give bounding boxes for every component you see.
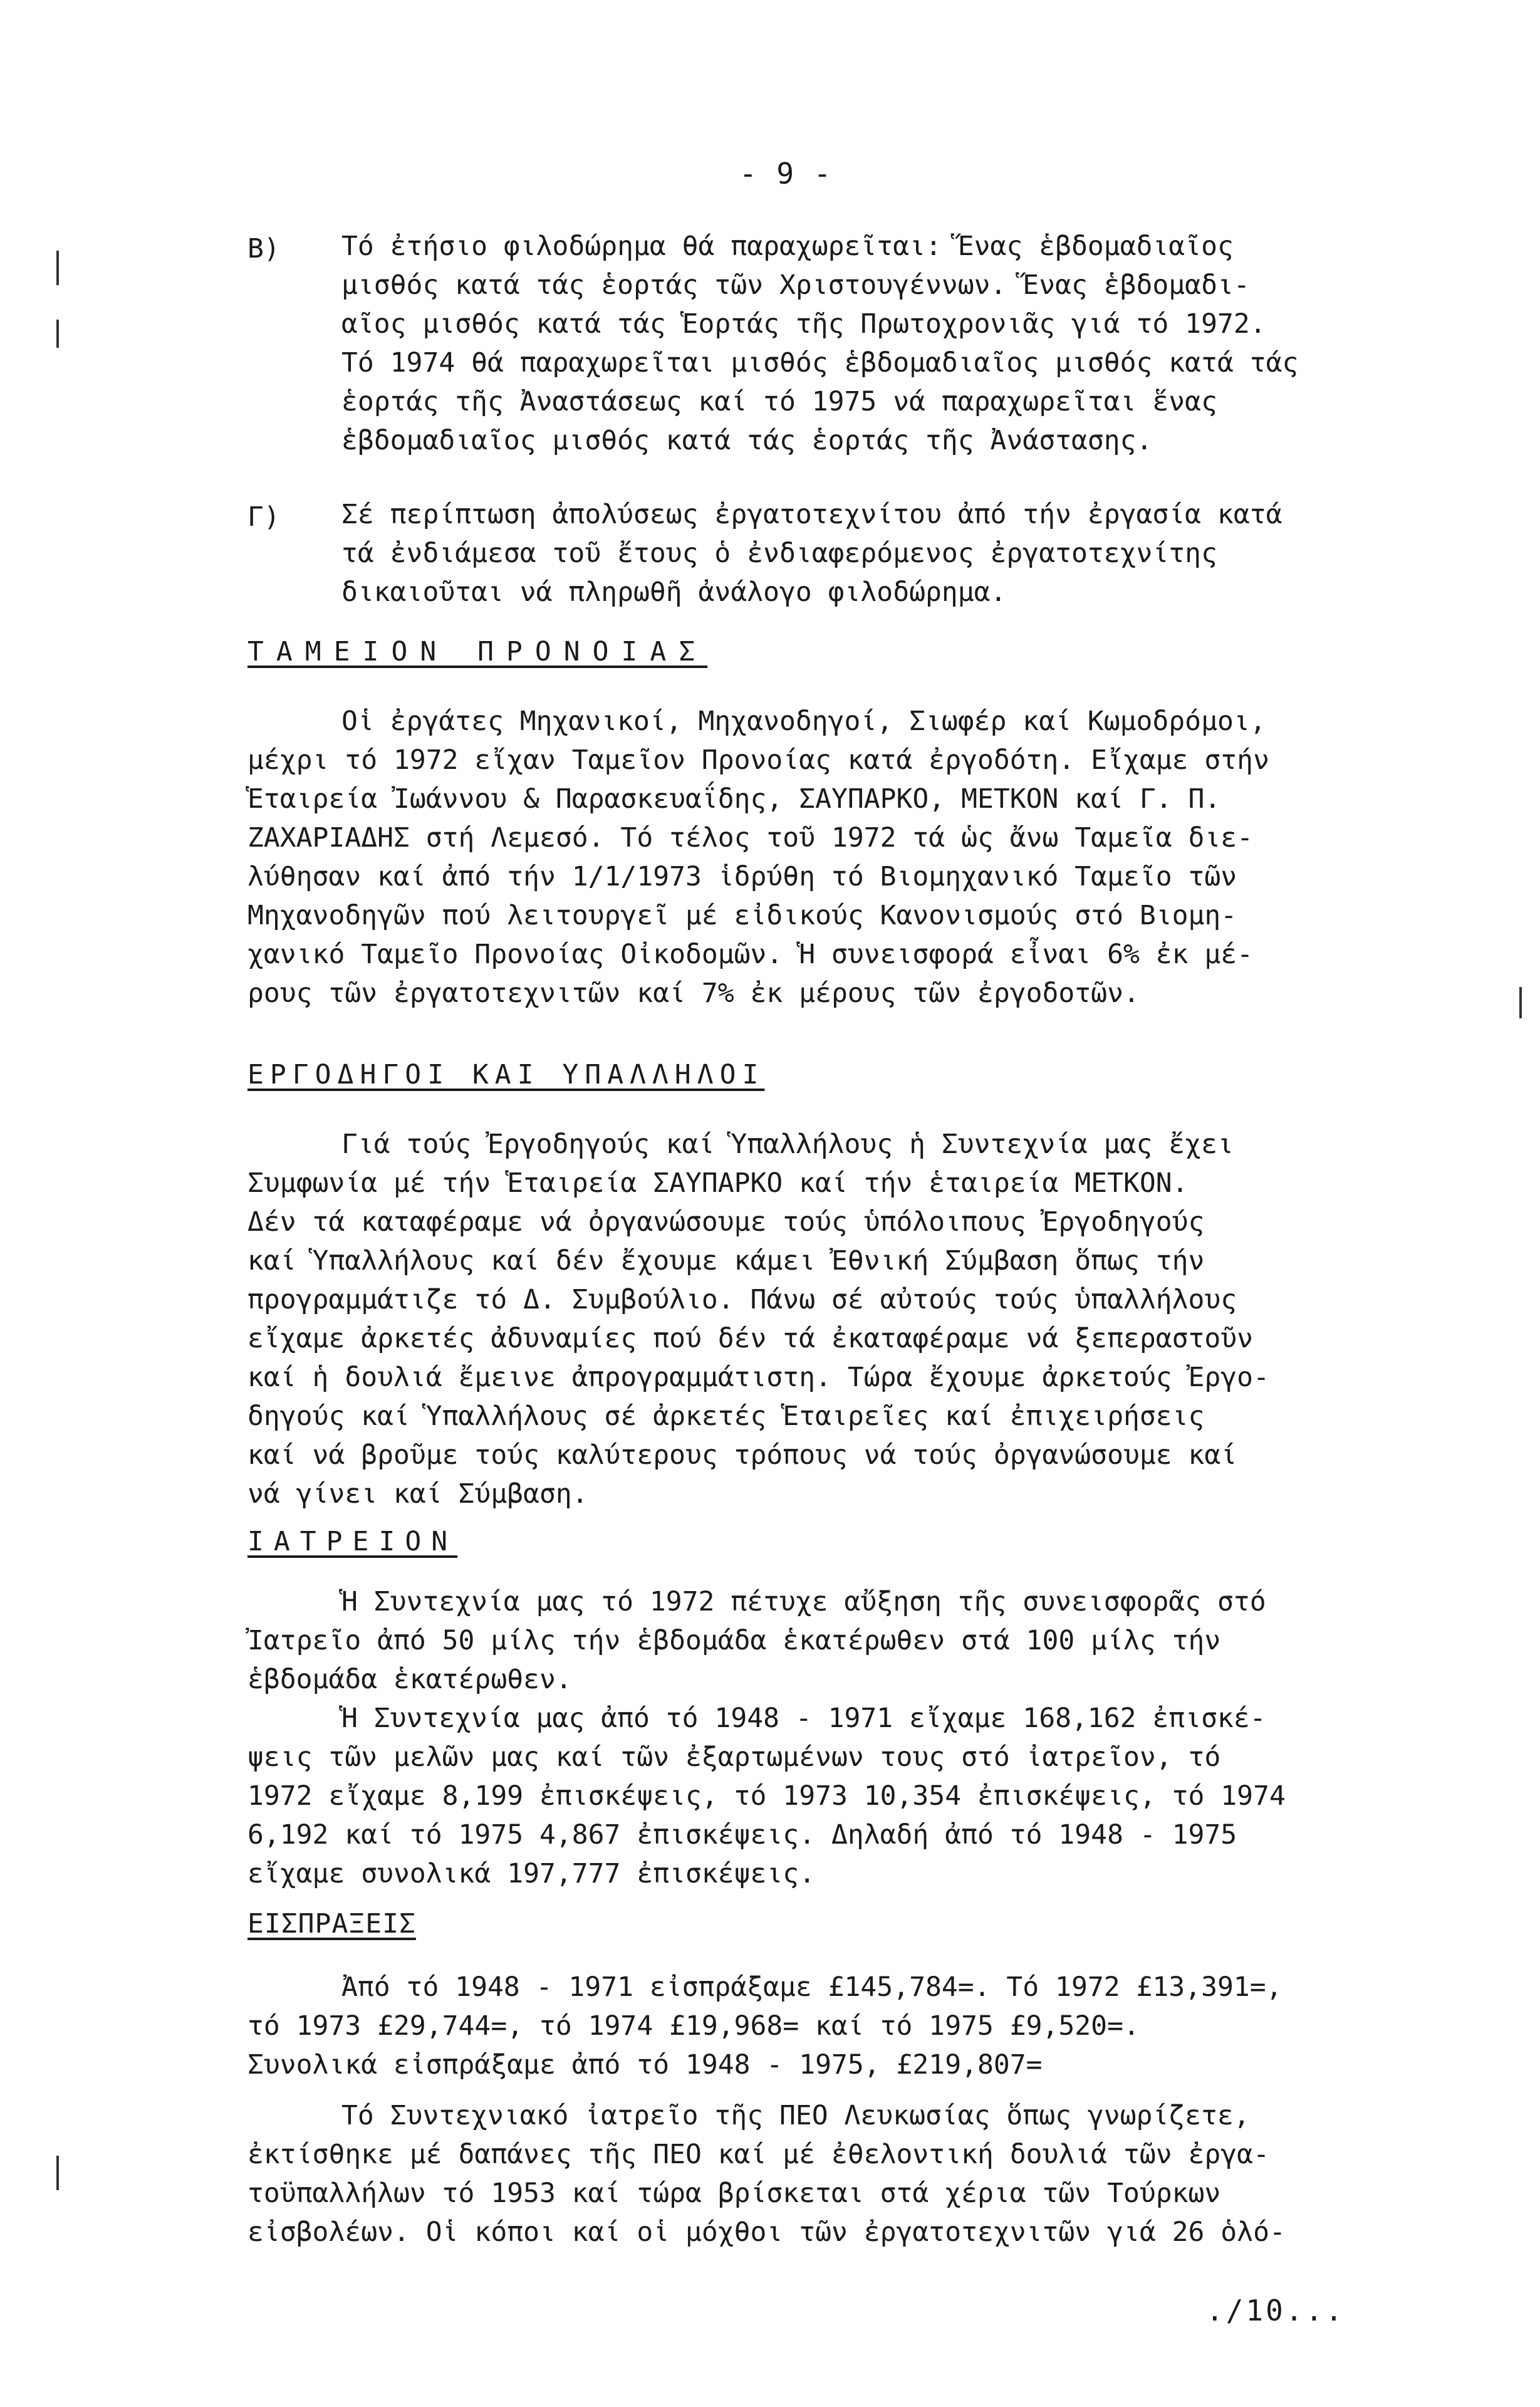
continuation-marker: ./10... [1206,2294,1345,2327]
text-line: ἐκτίσθηκε μέ δαπάνες τῆς ΠΕΟ καί μέ ἐθελοντική δουλιά τῶν ἐργα- [247,2139,1269,2170]
text-line: Μηχανοδηγῶν πού λειτουργεῖ μέ εἰδικούς Κανονισμούς στό Βιομη- [247,900,1237,931]
text-line: λύθησαν καί ἀπό τήν 1/1/1973 ἱδρύθη τό Βιομηχανικό Ταμεῖο τῶν [247,861,1237,892]
section-c-text [341,495,1282,612]
text-line: εἴχαμε ἀρκετές ἀδυναμίες πού δέν τά ἐκαταφέραμε νά ξεπεραστοῦν [247,1323,1254,1354]
text-line: ΖΑΧΑΡΙΑΔΗΣ στή Λεμεσό. Τό τέλος τοῦ 1972 τά ὡς ἄνω Ταμεῖα διε- [247,822,1254,854]
section-b-text [341,227,1298,460]
heading-iatreion: ΙΑΤΡΕΙΟΝ [247,1526,458,1557]
scan-mark [56,320,59,348]
section-b-label: Β) [247,233,280,264]
text-line: Ἰατρεῖο ἀπό 50 μίλς τήν ἑβδομάδα ἑκατέρωθεν στά 100 μίλς τήν [247,1625,1221,1656]
heading-tameion: ΤΑΜΕΙΟΝ ΠΡΟΝΟΙΑΣ [247,636,708,667]
text-line: Συνολικά εἰσπράξαμε ἀπό τό 1948 - 1975, £219,807= [247,2049,1043,2081]
text-line: ἑβδομαδιαῖος μισθός κατά τάς ἑορτάς τῆς Ἀνάστασης. [341,425,1153,456]
text-line: προγραμμάτιζε τό Δ. Συμβούλιο. Πάνω σέ αὐτούς τούς ὑπαλλήλους [247,1284,1237,1315]
text-line: Ἡ Συντεχνία μας ἀπό τό 1948 - 1971 εἴχαμε 168,162 ἐπισκέ- [341,1703,1266,1734]
eispraxeis-text [247,1968,1469,2084]
text-line: Ἡ Συντεχνία μας τό 1972 πέτυχε αὔξηση τῆς συνεισφορᾶς στό [341,1586,1266,1617]
iatreion-text [247,1582,1469,1893]
text-line: εἰσβολέων. Οἱ κόποι καί οἱ μόχθοι τῶν ἐργατοτεχνιτῶν γιά 26 ὁλό- [247,2216,1286,2248]
heading-ergodigoi: ΕΡΓΟΔΗΓΟΙ ΚΑΙ ΥΠΑΛΛΗΛΟΙ [247,1059,765,1090]
text-line: ψεις τῶν μελῶν μας καί τῶν ἐξαρτωμένων τους στό ἰατρεῖον, τό [247,1741,1221,1773]
text-line: καί Ὑπαλλήλους καί δέν ἔχουμε κάμει Ἐθνική Σύμβαση ὅπως τήν [247,1245,1205,1277]
ergodigoi-text [247,1125,1469,1513]
section-c-label: Γ) [247,501,280,533]
tameion-text [247,702,1469,1013]
text-line: 1972 εἴχαμε 8,199 ἐπισκέψεις, τό 1973 10,354 ἐπισκέψεις, τό 1974 [247,1780,1286,1812]
text-line: Συμφωνία μέ τήν Ἑταιρεία ΣΑΥΠΑΡΚΟ καί τήν ἑταιρεία ΜΕΤΚΟΝ. [247,1167,1189,1199]
scan-mark [56,2156,59,2190]
text-line: Ἀπό τό 1948 - 1971 εἰσπράξαμε £145,784=. Τό 1972 £13,391=, [341,1971,1282,2003]
text-line: Δέν τά καταφέραμε νά ὀργανώσουμε τούς ὑπόλοιπους Ἐργοδηγούς [247,1206,1205,1238]
text-line: τοϋπαλλήλων τό 1953 καί τώρα βρίσκεται στά χέρια τῶν Τούρκων [247,2178,1221,2209]
text-line: Ἑταιρεία Ἰωάννου & Παρασκευαΐδης, ΣΑΥΠΑΡΚΟ, ΜΕΤΚΟΝ καί Γ. Π. [247,783,1221,815]
text-line: ἑβδομάδα ἑκατέρωθεν. [247,1664,572,1695]
text-line: ἑορτάς τῆς Ἀναστάσεως καί τό 1975 νά παραχωρεῖται ἕνας [341,386,1217,417]
text-line: 6,192 καί τό 1975 4,867 ἐπισκέψεις. Δηλαδή ἀπό τό 1948 - 1975 [247,1819,1237,1851]
text-line: νά γίνει καί Σύμβαση. [247,1478,588,1510]
text-line: Τό Συντεχνιακό ἰατρεῖο τῆς ΠΕΟ Λευκωσίας ὅπως γνωρίζετε, [341,2100,1250,2131]
heading-eispraxeis: ΕΙΣΠΡΑΞΕΙΣ [247,1908,416,1940]
text-line: εἴχαμε συνολικά 197,777 ἐπισκέψεις. [247,1858,816,1889]
text-line: χανικό Ταμεῖο Προνοίας Οἰκοδομῶν. Ἡ συνεισφορά εἶναι 6% ἐκ μέ- [247,939,1254,970]
text-line: Τό 1974 θά παραχωρεῖται μισθός ἑβδομαδιαῖος μισθός κατά τάς [341,347,1299,379]
text-line: Τό ἐτήσιο φιλοδώρημα θά παραχωρεῖται: Ἕνας ἑβδομαδιαῖος [341,231,1234,262]
text-line: δηγούς καί Ὑπαλλήλους σέ ἀρκετές Ἑταιρεῖες καί ἐπιχειρήσεις [247,1401,1205,1432]
scan-mark [1519,987,1522,1018]
text-line: καί ἡ δουλιά ἔμεινε ἀπρογραμμάτιστη. Τώρα ἔχουμε ἀρκετούς Ἐργο- [247,1362,1269,1393]
iatreion-history-text [247,2096,1469,2252]
page-number: - 9 - [739,157,833,191]
text-line: τό 1973 £29,744=, τό 1974 £19,968= καί τό 1975 £9,520=. [247,2010,1140,2042]
text-line: μισθός κατά τάς ἑορτάς τῶν Χριστουγέννων. Ἕνας ἑβδομαδι- [341,269,1250,301]
text-line: δικαιοῦται νά πληρωθῆ ἀνάλογο φιλοδώρημα. [341,577,1007,608]
text-line: Γιά τούς Ἐργοδηγούς καί Ὑπαλλήλους ἡ Συντεχνία μας ἔχει [341,1129,1234,1160]
text-line: Σέ περίπτωση ἀπολύσεως ἐργατοτεχνίτου ἀπό τήν ἐργασία κατά [341,499,1282,530]
text-line: τά ἐνδιάμεσα τοῦ ἔτους ὁ ἐνδιαφερόμενος ἐργατοτεχνίτης [341,538,1217,569]
text-line: ρους τῶν ἐργατοτεχνιτῶν καί 7% ἐκ μέρους τῶν ἐργοδοτῶν. [247,978,1140,1009]
scan-mark [56,251,59,285]
text-line: μέχρι τό 1972 εἴχαν Ταμεῖον Προνοίας κατά ἐργοδότη. Εἴχαμε στήν [247,744,1269,776]
text-line: Οἱ ἐργάτες Μηχανικοί, Μηχανοδηγοί, Σιωφέρ καί Κωμοδρόμοι, [341,706,1266,737]
text-line: καί νά βροῦμε τούς καλύτερους τρόπους νά τούς ὀργανώσουμε καί [247,1439,1237,1471]
text-line: αῖος μισθός κατά τάς Ἑορτάς τῆς Πρωτοχρονιᾶς γιά τό 1972. [341,308,1266,340]
